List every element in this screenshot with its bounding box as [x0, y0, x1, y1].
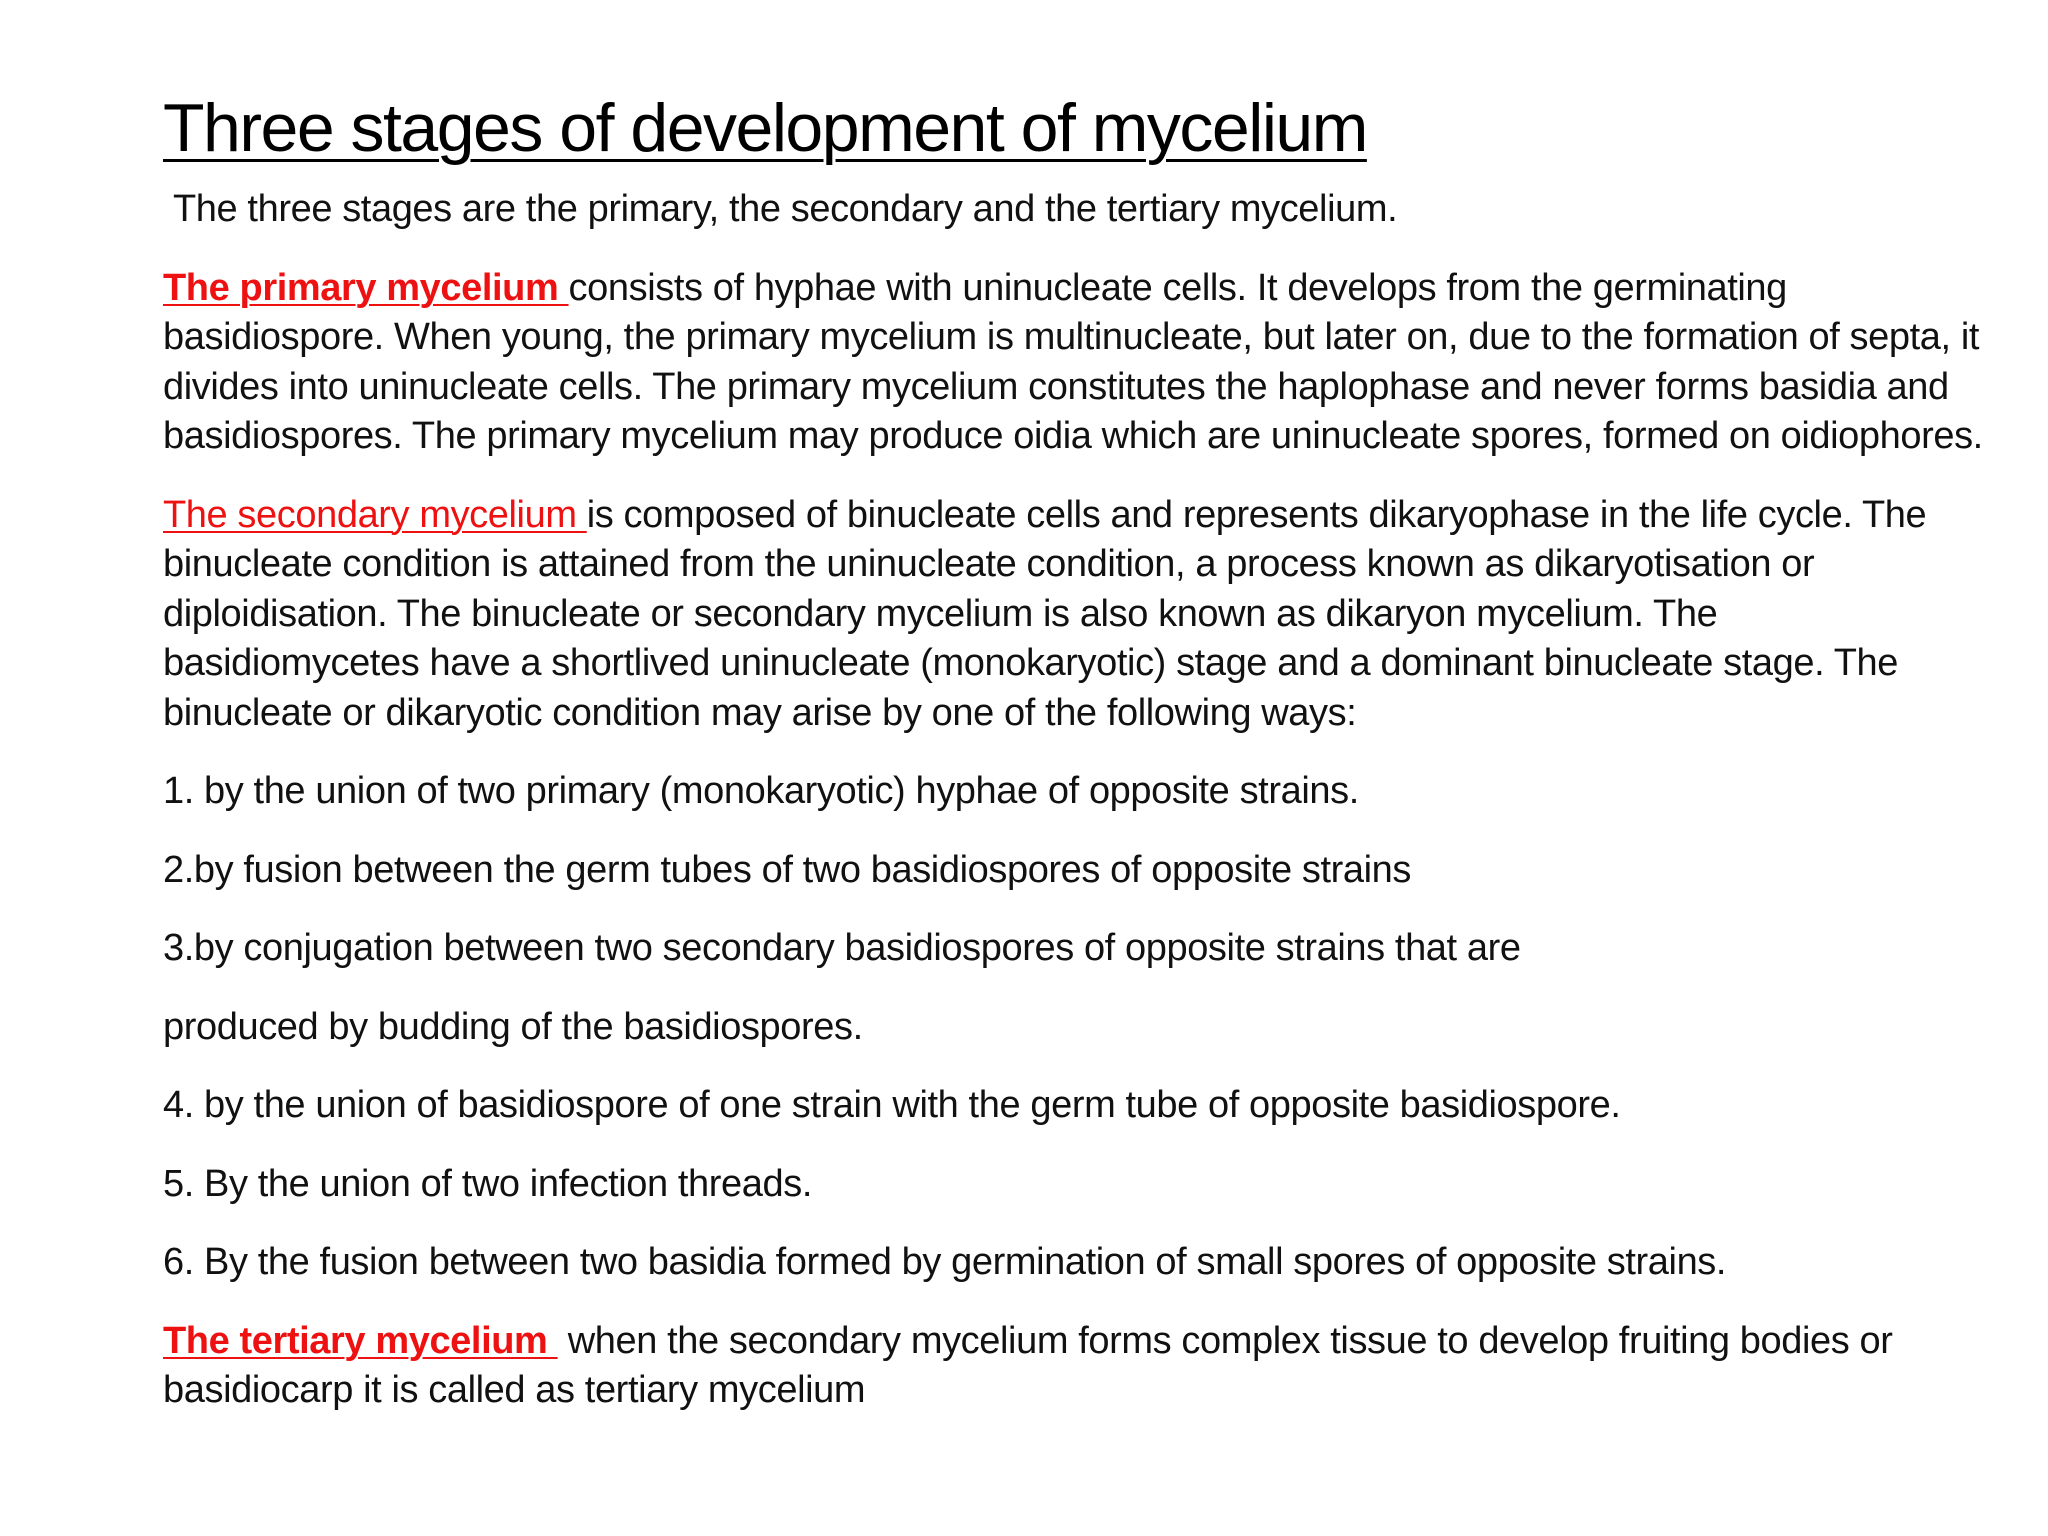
way-item-4: 4. by the union of basidiospore of one strain with the germ tube of opposite basidiospore.	[163, 1084, 1621, 1126]
way-item-3-continued: produced by budding of the basidiospores.	[163, 1005, 863, 1048]
intro-paragraph: The three stages are the primary, the secondary and the tertiary mycelium.	[173, 188, 1398, 230]
secondary-mycelium-term: The secondary mycelium	[163, 493, 587, 536]
way-item-6: 6. By the fusion between two basidia formed by germination of small spores of opposite strains.	[163, 1241, 1727, 1283]
tertiary-mycelium-term: The tertiary mycelium	[163, 1319, 558, 1362]
slide-title: Three stages of development of mycelium	[163, 90, 1367, 166]
primary-mycelium-text: consists of hyphae with uninucleate cells. It develops from the germinating basidiospore. When young, the primary mycelium is multinucleate, but later on, due to the formation of septa, it divides into uninucleate cells. The primary mycelium constitutes the haplophase and never forms basidia and basidiospores. The primary mycelium may produce oidia which are uninucleate spores, formed on oidiophores.	[163, 266, 1983, 457]
way-item-5: 5. By the union of two infection threads.	[163, 1162, 813, 1205]
way-item-2: 2.by fusion between the germ tubes of two basidiospores of opposite strains	[163, 848, 1411, 891]
secondary-mycelium-paragraph	[163, 491, 1983, 739]
slide-body	[163, 185, 1983, 1445]
tertiary-mycelium-text: when the secondary mycelium forms complex tissue to develop fruiting bodies or basidiocarp it is called as tertiary mycelium	[163, 1319, 1893, 1411]
tertiary-mycelium-paragraph	[163, 1317, 1983, 1416]
primary-mycelium-term: The primary mycelium	[163, 266, 569, 309]
way-item-1: 1. by the union of two primary (monokaryotic) hyphae of opposite strains.	[163, 770, 1359, 812]
way-item-3: 3.by conjugation between two secondary basidiospores of opposite strains that are	[163, 927, 1521, 969]
primary-mycelium-paragraph	[163, 264, 1983, 462]
secondary-mycelium-text: is composed of binucleate cells and represents dikaryophase in the life cycle. The binucleate condition is attained from the uninucleate condition, a process known as dikaryotisation or diploidisation. The binucleate or secondary mycelium is also known as dikaryon mycelium. The basidiomycetes have a shortlived uninucleate (monokaryotic) stage and a dominant binucleate stage. The binucleate or dikaryotic condition may arise by one of the following ways:	[163, 493, 1927, 734]
